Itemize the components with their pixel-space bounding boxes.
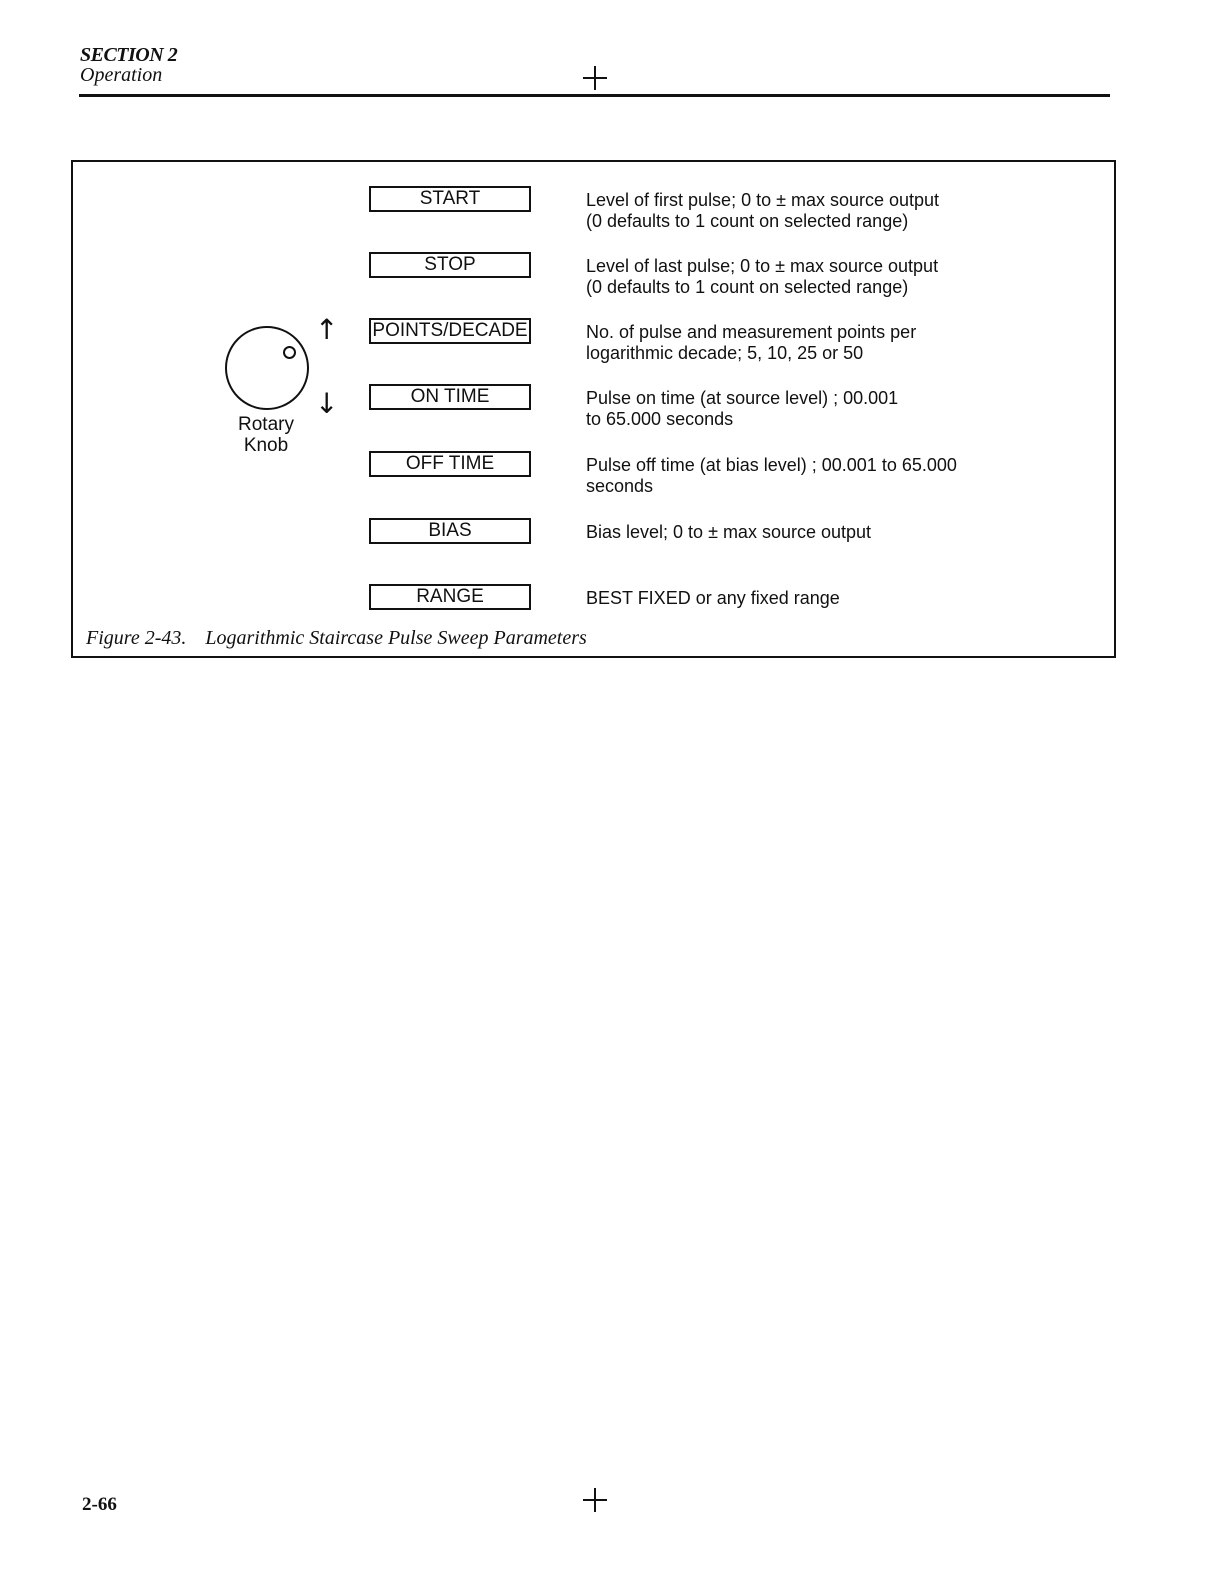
param-desc-points-decade <box>586 322 1026 364</box>
section-subtitle: Operation <box>80 64 163 86</box>
figure-caption <box>86 626 587 650</box>
param-desc-start <box>586 190 1026 232</box>
knob-label-line1: Rotary <box>238 414 294 435</box>
registration-mark-top <box>581 64 609 92</box>
param-desc-line: Pulse off time (at bias level) ; 00.001 to 65.000 <box>586 455 957 475</box>
param-desc-line: BEST FIXED or any fixed range <box>586 588 840 608</box>
param-key-stop: STOP <box>369 252 531 278</box>
param-desc-off-time <box>586 455 1026 497</box>
figure-caption-number: Figure 2-43. <box>86 627 187 649</box>
rotary-knob-icon <box>225 326 309 410</box>
registration-mark-bottom <box>581 1486 609 1514</box>
header-rule <box>79 94 1110 97</box>
param-desc-line: (0 defaults to 1 count on selected range) <box>586 277 909 297</box>
param-key-points-decade: POINTS/DECADE <box>369 318 531 344</box>
param-key-off-time: OFF TIME <box>369 451 531 477</box>
param-key-on-time: ON TIME <box>369 384 531 410</box>
knob-indicator-dot <box>283 346 296 359</box>
page-number: 2-66 <box>82 1494 117 1515</box>
param-desc-line: Bias level; 0 to ± max source output <box>586 522 872 542</box>
figure-box <box>71 160 1116 658</box>
knob-label-line2: Knob <box>243 435 289 456</box>
param-key-range: RANGE <box>369 584 531 610</box>
param-desc-line: (0 defaults to 1 count on selected range) <box>586 211 909 231</box>
param-desc-line: Level of last pulse; 0 to ± max source output <box>586 256 939 276</box>
param-desc-range <box>586 588 1026 609</box>
param-desc-line: Level of first pulse; 0 to ± max source output <box>586 190 940 210</box>
param-desc-line: No. of pulse and measurement points per <box>586 322 917 342</box>
param-desc-on-time <box>586 388 1026 430</box>
arrow-down-icon: ↓ <box>315 387 339 420</box>
param-key-start: START <box>369 186 531 212</box>
knob-label <box>219 414 313 456</box>
param-desc-line: to 65.000 seconds <box>586 409 734 429</box>
param-desc-bias <box>586 522 1026 543</box>
param-desc-line: Pulse on time (at source level) ; 00.001 <box>586 388 899 408</box>
section-heading: SECTION 2 <box>80 44 178 66</box>
param-desc-line: seconds <box>586 476 654 496</box>
param-key-bias: BIAS <box>369 518 531 544</box>
arrow-up-icon: ↑ <box>315 313 339 346</box>
param-desc-line: logarithmic decade; 5, 10, 25 or 50 <box>586 343 864 363</box>
param-desc-stop <box>586 256 1026 298</box>
figure-caption-title: Logarithmic Staircase Pulse Sweep Parameters <box>205 627 587 649</box>
